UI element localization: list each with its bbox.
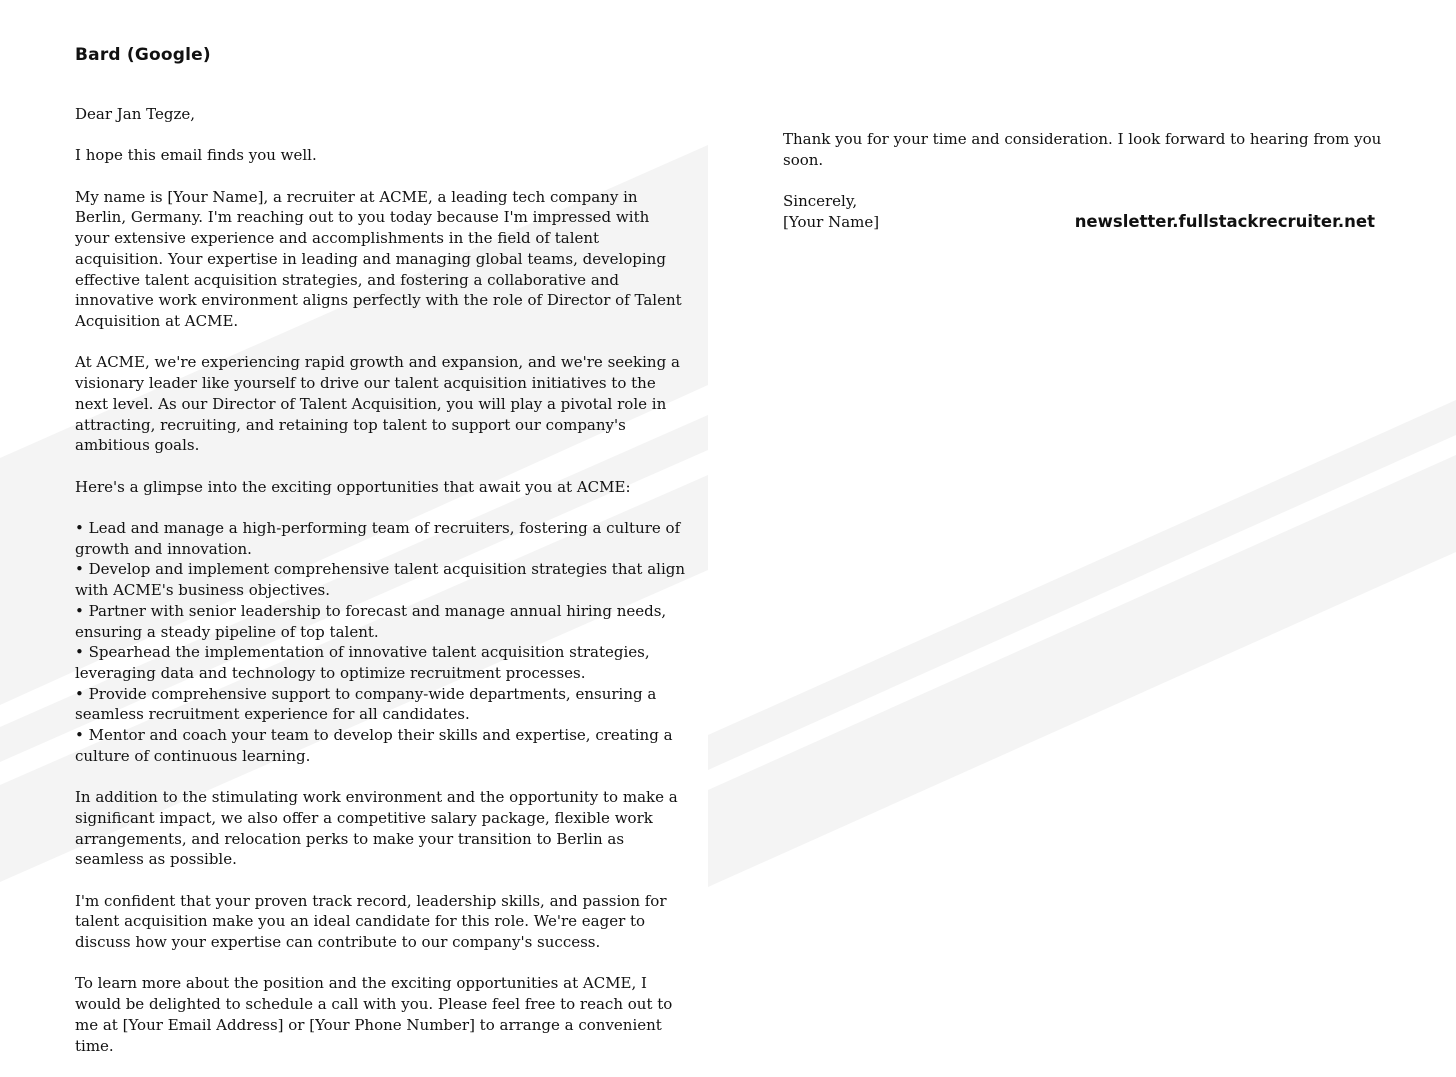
letter-body-right [783,129,1383,253]
letter-signature: [Your Name] [783,212,880,231]
bullet-item: • Lead and manage a high-performing team of recruiters, fostering a culture of growth and innovation. [75,518,681,558]
bullet-item: • Develop and implement comprehensive talent acquisition strategies that align with ACME's business objectives. [75,560,686,600]
bullet-item: • Spearhead the implementation of innovative talent acquisition strategies, leveraging data and technology to optimize recruitment processes. [75,643,650,682]
document-title: Bard (Google) [75,45,211,65]
paragraph-thanks: Thank you for your time and consideration. I look forward to hearing from you soon. [783,130,1382,169]
paragraph-benefits: In addition to the stimulating work environment and the opportunity to make a significant impact, we also offer a competitive salary package, flexible work arrangements, and relocation perks to make your transition to Berlin as seamless as possible. [75,788,678,869]
paragraph-glimpse: Here's a glimpse into the exciting opportunities that await you at ACME: [75,477,631,496]
bullet-item: • Provide comprehensive support to company-wide departments, ensuring a seamless recruitment experience for all candidates. [75,684,657,724]
bullet-list [75,518,685,766]
paragraph-intro: My name is [Your Name], a recruiter at ACME, a leading tech company in Berlin, Germany. I'm reaching out to you today because I'm impressed with your extensive experience and accomplishments in the field of talent acquisition. Your expertise in leading and managing global teams, developing effective talent acquisition strategies, and fostering a collaborative and innovative work environment aligns perfectly with the role of Director of Talent Acquisition at ACME. [75,187,682,330]
letter-signoff: Sincerely, [783,192,858,211]
letter-body-left [75,104,685,1077]
paragraph-confidence: I'm confident that your proven track record, leadership skills, and passion for talent acquisition make you an ideal candidate for this role. We're eager to discuss how your expertise can contribute to our company's success. [75,891,667,952]
paragraph-growth: At ACME, we're experiencing rapid growth and expansion, and we're seeking a visionary leader like yourself to drive our talent acquisition initiatives to the next level. As our Director of Talent Acquisition, you will play a pivotal role in attracting, recruiting, and retaining top talent to support our company's ambitious goals. [75,353,680,455]
letter-greeting: Dear Jan Tegze, [75,105,196,123]
letter-opening: I hope this email finds you well. [75,146,317,165]
paragraph-call: To learn more about the position and the exciting opportunities at ACME, I would be delighted to schedule a call with you. Please feel free to reach out to me at [Your Email Address] or [Your Phone Number] to arrange a convenient time. [75,974,673,1055]
stripe [708,455,1456,887]
newsletter-url: newsletter.fullstackrecruiter.net [1074,212,1375,231]
bullet-item: • Mentor and coach your team to develop their skills and expertise, creating a culture of continuous learning. [75,726,673,765]
bullet-item: • Partner with senior leadership to forecast and manage annual hiring needs, ensuring a steady pipeline of top talent. [75,601,667,641]
right-page-stripes [708,400,1456,887]
